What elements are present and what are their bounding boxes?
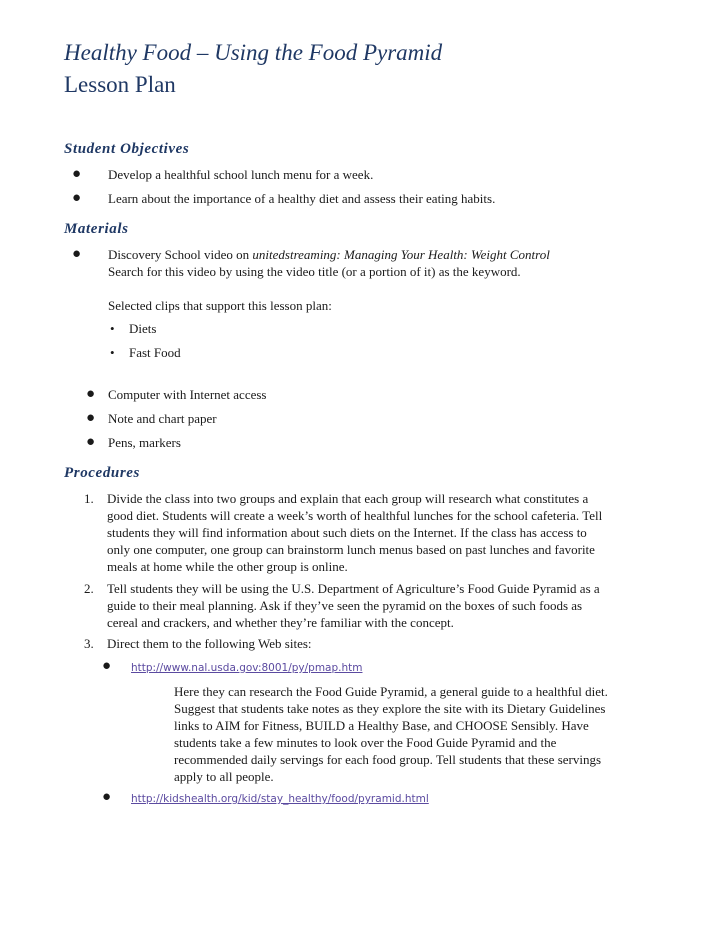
step-number: 3. [84,636,94,651]
objective-item: Develop a healthful school lunch menu for a week. [108,167,374,182]
bullet-icon: ● [102,789,112,805]
objective-item: Learn about the importance of a healthy diet and assess their eating habits. [108,191,496,206]
clip-item: Diets [129,321,157,336]
site1-description: apply to all people. [174,769,274,784]
bullet-icon: ● [102,658,112,674]
video-title: unitedstreaming: Managing Your Health: Weight Control [252,247,550,262]
step1-line: only one computer, one group can brainstorm lunch menus based on past lunches and favorite [107,542,595,557]
step-number: 1. [84,491,94,506]
step2-line: Tell students they will be using the U.S. Department of Agriculture’s Food Guide Pyramid as a [107,581,600,596]
step2-line: cereal and crackers, and whether they’re familiar with the concept. [107,615,454,630]
video-reference [108,247,550,263]
nal-usda-link[interactable]: http://www.nal.usda.gov:8001/py/pmap.htm [131,662,363,674]
clip-item: Fast Food [129,345,181,360]
search-note: Search for this video by using the video title (or a portion of it) as the keyword. [108,264,521,279]
bullet-icon: ● [86,410,96,426]
bullet-icon: ● [72,190,82,206]
step1-line: Divide the class into two groups and explain that each group will research what constitutes a [107,491,589,506]
material-item: Computer with Internet access [108,387,267,402]
procedures-heading: Procedures [64,465,140,481]
kidshealth-link[interactable]: http://kidshealth.org/kid/stay_healthy/food/pyramid.html [131,793,429,805]
step1-line: meals at home while the other group is online. [107,559,348,574]
bullet-icon: ● [72,246,82,262]
site1-description: Here they can research the Food Guide Pyramid, a general guide to a healthful diet. [174,684,608,699]
step-number: 2. [84,581,94,596]
video-prefix: Discovery School video on [108,247,253,262]
step3-text: Direct them to the following Web sites: [107,636,312,651]
bullet-icon: ● [86,386,96,402]
bullet-icon: ● [86,434,96,450]
site1-description: recommended daily servings for each food group. Tell students that these servings [174,752,602,767]
site1-description: links to AIM for Fitness, BUILD a Healthy Base, and CHOOSE Sensibly. Have [174,718,589,733]
site1-description: Suggest that students take notes as they explore the site with its Dietary Guidelines [174,701,606,716]
objectives-heading: Student Objectives [64,141,190,157]
clips-intro: Selected clips that support this lesson plan: [108,298,332,313]
material-item: Note and chart paper [108,411,217,426]
step2-line: guide to their meal planning. Ask if they’ve seen the pyramid on the boxes of such foods as [107,598,583,613]
sub-bullet-icon: • [110,321,115,336]
document-subtitle: Lesson Plan [64,72,176,97]
document-title: Healthy Food – Using the Food Pyramid [64,40,443,65]
bullet-icon: ● [72,166,82,182]
site1-description: students take a few minutes to look over the Food Guide Pyramid and the [174,735,557,750]
sub-bullet-icon: • [110,345,115,360]
step1-line: good diet. Students will create a week’s worth of healthful lunches for the school cafeteria. Tell [107,508,603,523]
materials-heading: Materials [64,221,129,237]
material-item: Pens, markers [108,435,181,450]
step1-line: students they will find information about such diets on the Internet. If the class has access to [107,525,587,540]
